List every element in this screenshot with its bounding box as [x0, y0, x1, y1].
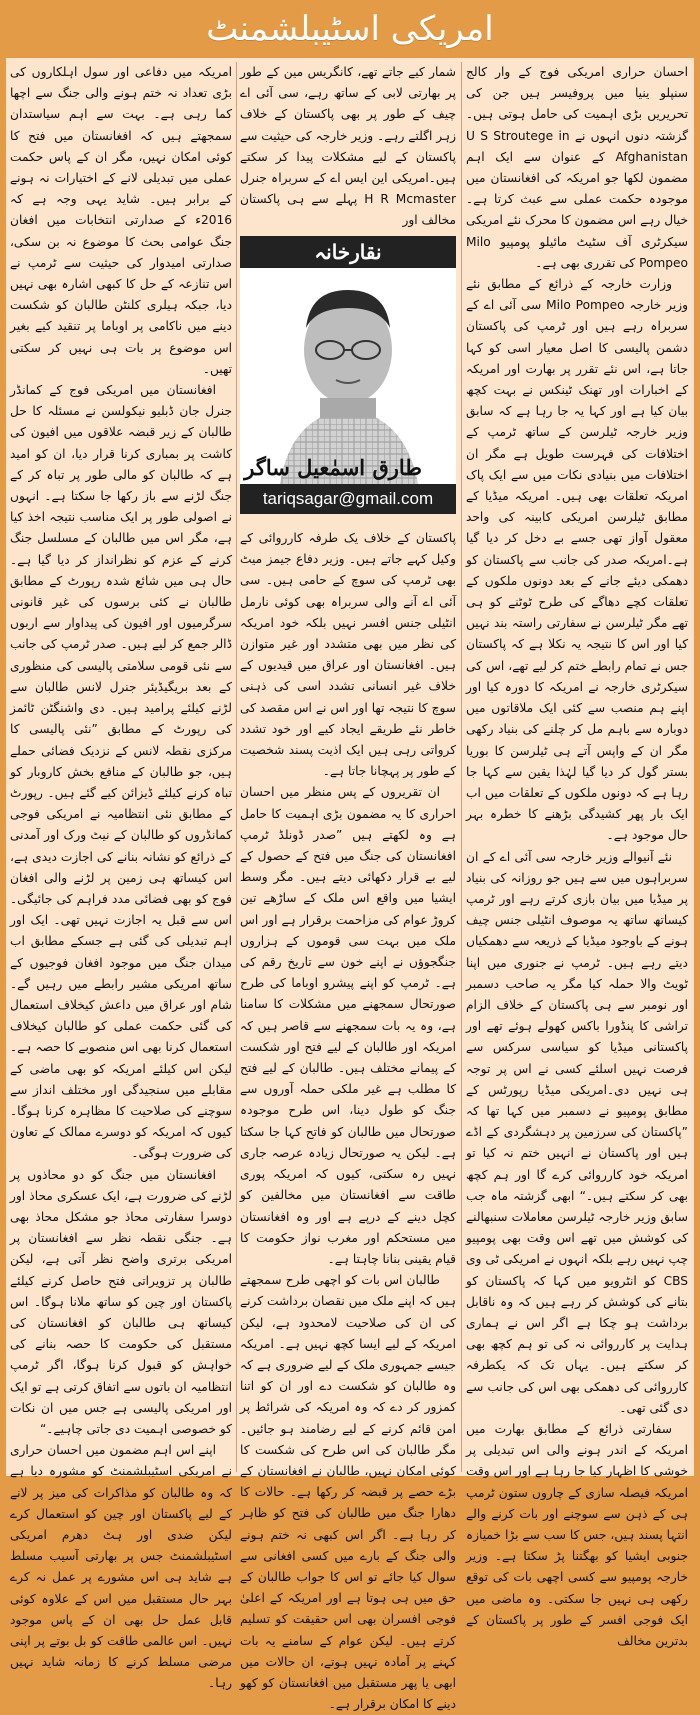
paragraph: ان تقریروں کے پس منظر میں احسان احراری کا یہ مضمون بڑی اہمیت کا حامل ہے وہ لکھتے ہیں ”صدر ڈونلڈ ٹرمپ افغانستان کی جنگ میں فتح کے حصول کے لیے بے قرار دکھائی دیتے ہیں۔ مگر وسط ایشیا میں واقع اس ملک کے ساڑھے تین کروڑ عوام کی مزاحمت برقرار ہے اور اس ملک میں بہت سی قوموں کے ہزاروں جنگجوؤں نے اپنے خون سے تاریخ رقم کی ہے۔ ٹرمپ کو اپنے پیشرو اوباما کی طرح صورتحال سمجھنے میں مشکلات کا سامنا ہے، وہ یہ بات سمجھنے سے قاصر ہیں کہ امریکہ اور طالبان کے لیے فتح اور شکست کے پیمانے مختلف ہیں۔ طالبان کے لیے فتح کا مطلب ہے غیر ملکی حملہ آوروں سے جنگ کو طول دینا، اس طرح موجودہ صورتحال میں طالبان کو فاتح کہا جا سکتا ہے۔ لیکن یہ صورتحال زیادہ عرصہ جاری نہیں رہ سکتی، کیوں کہ امریکہ پوری طاقت سے افغانستان میں مخالفین کو کچل دینے کے درپے ہے اور وہ افغانستان میں مستحکم اور مغرب نواز حکومت کا قیام یقینی بنانا چاہتا ہے۔ — [240, 785, 456, 1266]
author-photo — [240, 268, 456, 484]
paragraph: اپنے اس اہم مضمون میں احسان حراری نے امریکی اسٹیبلشمنٹ کو مشورہ دیا ہے کہ وہ طالبان کو مذاکرات کی میز پر لانے کے لیے پاکستان اور چین کو استعمال کرے لیکن ضدی اور ہٹ دھرم امریکی اسٹیبلشمنٹ جس پر بھارتی آسیب مسلط ہے شاید ہی اس مشورے پر عمل نہ کرے بہر حال مستقبل میں اس کے علاوہ کوئی قابل عمل حل بھی ان کے پاس موجود نہیں۔ اس عالمی طاقت کو بل بوتے پر اپنی مرضی مسلط کرنے کا زمانہ شاید نہیں رہا۔ — [10, 1443, 232, 1691]
article-column-right — [466, 62, 688, 1649]
article-column-middle-top — [240, 62, 456, 230]
paragraph: وزارت خارجہ کے ذرائع کے مطابق نئے وزیر خارجہ Milo Pompeo سی آئی اے کے سربراہ رہے ہیں اور ٹرمپ کی پاکستان دشمن پالیسی کا اصل معیار اسی کو کہا جاتا ہے، اس نئے تقرر پر بھارت اور امریکہ کے اخبارات اور تھنک ٹینکس نے بہت کچھ بیان کیا ہے اور کہا یہ جا رہا ہے کہ سابق وزیر خارجہ ٹیلرسن کے ساتھ ٹرمپ کے اختلافات کی فہرست طویل ہے مگر ان اختلافات میں بنیادی نکات میں سے ایک پاک امریکہ تعلقات بھی ہیں۔ امریکہ میڈیا کے مطابق ٹیلرسن امریکی کابینہ کی واحد معقول آواز تھی جسے بے دخل کر دیا گیا ہے۔امریکہ صدر کی جانب سے پاکستان کو دھمکی دیئے جانے کے بعد دونوں ملکوں کے تعلقات کچے دھاگے کی طرح ٹوٹنے کو ہی تھے مگر ٹیلرسن نے سفارتی راستہ بند نہیں کیا اور اس کا نتیجہ یہ نکلا ہے کہ پاکستان جس نے تمام رابطے ختم کر لیے تھے، اس کی سیکرٹری خارجہ نے امریکہ کا دورہ کیا اور اپنے ہم منصب سے کئی ایک ملاقاتوں میں دوبارہ سے باہم مل کر چلنے کی بنیاد رکھی مگر ان کے واپس آتے ہی ٹیلرسن کا بوریا بستر گول کر دیا گیا لہٰذا یقین سے کہا جا رہا ہے کہ دونوں ملکوں کے تعلقات میں اب ایک بار پھر کشیدگی بڑھنے کا خطرہ بہر حال موجود ہے۔ — [466, 277, 688, 843]
column-divider — [461, 62, 462, 1472]
column-header — [0, 0, 700, 58]
paragraph: سفارتی ذرائع کے مطابق بھارت میں امریکہ کے اندر ہونے والی اس تبدیلی پر خوشی کا اظہار کیا جا رہا ہے اور اس وقت امریکہ فیصلہ سازی کے چاروں ستون ٹرمپ ہی کے ذہن سے سوچنے اور بات کرنے والے انتہا پسند ہیں، جس کا سب سے بڑا خمیازہ جنوبی ایشیا کو بھگتنا پڑ سکتا ہے۔ وزیر خارجہ پومپیو سے کسی اچھی بات کی توقع رکھی ہی نہیں جا سکتی۔ وہ ماضی میں ایک فوجی افسر کے طور پر پاکستان کے بدترین مخالف — [466, 1422, 688, 1649]
paragraph: امریکہ میں دفاعی اور سول اہلکاروں کی بڑی تعداد نہ ختم ہونے والی جنگ سے اچھا کما رہی ہے۔ بہت سے اہم سیاستدان سمجھتے ہیں کہ افغانستان میں فتح کا کوئی امکان نہیں، مگر ان کے پاس حکمت عملی میں تبدیلی لانے کے اختیارات نہ ہونے کے برابر ہیں۔ شاید یہی وجہ ہے کہ 2016ء کے صدارتی انتخابات میں افغان جنگ عوامی بحث کا موضوع نہ بن سکی، صدارتی امیدوار کی حیثیت سے ٹرمپ نے اس تنازعہ کے حل کا کبھی اشارہ بھی نہیں دیا، جبکہ ہیلری کلنٹن طالبان کو شکست دینے میں ناکامی پر اوباما پر تنقید کیے بغیر اس موضوع پر بات ہی نہیں کر سکتی تھیں۔ — [10, 65, 232, 376]
column-divider — [236, 62, 237, 1472]
author-email[interactable]: tariqsagar@gmail.com — [240, 484, 456, 514]
column-name-label: نقارخانہ — [240, 236, 456, 268]
paragraph: طالبان اس بات کو اچھی طرح سمجھتے ہیں کہ اپنے ملک میں نقصان برداشت کرنے کی ان کی صلاحیت لامحدود ہے، لیکن امریکہ کے لیے ایسا کچھ نہیں ہے۔ امریکہ جیسے جمہوری ملک کے لیے ضروری ہے کہ وہ طالبان کو شکست دے اور ان کو اتنا کمزور کر دے کہ وہ امریکہ کی شرائط پر امن قائم کرنے کے لیے رضامند ہو جائیں۔ مگر طالبان کی اس طرح کی شکست کا کوئی امکان نہیں، طالبان نے افغانستان کے بڑے حصے پر قبضہ کر رکھا ہے۔ حالات کا دھارا جنگ میں طالبان کی فتح کو ظاہر کر رہا ہے۔ اگر اس کبھی نہ ختم ہونے والی جنگ کے بارے میں کسی افغانی سے سوال کیا جائے تو اس کا جواب طالبان کے حق میں ہی ہوتا ہے اور امریکہ کے اعلیٰ فوجی افسران بھی اس حقیقت کو تسلیم کرتے ہیں۔ لیکن عوام کے سامنے یہ بات کہنے پر آمادہ نہیں ہوتے، ان حالات میں ابھی یا پھر مستقبل میں افغانستان کو کھو دینے کا امکان برقرار ہے۔ — [240, 1273, 456, 1712]
author-portrait-icon — [240, 268, 456, 484]
article-column-middle-bottom — [240, 528, 456, 1712]
paragraph: نئے آنیوالے وزیر خارجہ سی آئی اے کے ان سربراہوں میں سے ہیں جو روزانہ کی بنیاد پر میڈیا میں بیان بازی کرتے رہے اور ٹرمپ کیساتھ ساتھ یہ موصوف انٹیلی جنس چیف ہونے کے باوجود میڈیا کے ذریعہ سے دھمکیاں دیتے رہے ہیں۔ ٹرمپ نے جنوری میں اپنا ٹویٹ والا حملہ کیا مگر یہ صاحب دسمبر اور نومبر سے ہی پاکستان کے خلاف الزام تراشی کا پنڈورا باکس کھولے ہوئے تھے اور پاکستانی میڈیا کو سیاسی سرکس سے فرصت نہیں اسلئے کسی نے اس پر توجہ ہی نہیں دی۔امریکی میڈیا رپورٹس کے مطابق پومپیو نے دسمبر میں کہا تھا کہ ”پاکستان کی سرزمین پر دہشگردی کے اڈے ہیں اور پاکستان نے انہیں ختم نہ کیا تو امریکہ خود کارروائی کرے گا اور ہم کچھ بھی کر سکتے ہیں۔“ ابھی گزشتہ ماہ جب سابق وزیر خارجہ ٹیلرسن معاملات سنبھالنے کی کوشش میں تھے اس وقت بھی پومپیو چپ نہیں رہے بلکہ انہوں نے امریکی ٹی وی CBS کو انٹرویو میں کہا کہ پاکستان کو بتانے کی کوشش کر رہے ہیں کہ وہ ناقابل برداشت ہو چکا ہے اگر اس نے ہماری ہدایت پر کارروائی نہ کی تو ہم کچھ بھی کر سکتے ہیں۔ یہاں تک کہ یکطرفہ کارروائی کی دھمکی بھی اس کی جانب سے دی گئی تھی۔ — [466, 849, 688, 1415]
paragraph: افغانستان میں امریکی فوج کے کمانڈر جنرل جان ڈبلیو نیکولسن نے مسئلہ کا حل طالبان کے زیر قبضہ علاقوں میں افیون کی کاشت پر بمباری کرنا قرار دیا، ان کو امید ہے کہ طالبان کو مالی طور پر تباہ کر کے جنگ لڑنے سے باز رکھا جا سکتا ہے۔ انہوں نے اصولی طور پر ایک مناسب نتیجہ اخذ کیا ہے، مگر اس میں طالبان کے مسلسل جنگ کرنے کے عزم کو نظرانداز کر دیا گیا ہے۔ حال ہی میں شائع شدہ رپورٹ کے مطابق طالبان نے کئی برسوں کی غیر قانونی سرگرمیوں اور افیون کی پیداوار سے اربوں ڈالر جمع کر لیے ہیں۔ صدر ٹرمپ کی جانب سے نئی قومی سلامتی پالیسی کی منظوری کے بعد بریگیڈیئر جنرل لانس طالبان سے لڑنے کیلئے پرامید ہیں۔ دی واشنگٹن ٹائمز کی رپورٹ کے مطابق ”نئی پالیسی کا مرکزی نقطہ لانس کے نزدیک فضائی حملے ہیں، جو طالبان کے منافع بخش کاروبار کو تباہ کرنے کیلئے ڈیزائن کیے گئے ہیں۔ رپورٹ کے مطابق نئی انتظامیہ نے امریکی فوجی کمانڈروں کو طالبان کے نیٹ ورک اور آمدنی کے ذرائع کو نشانہ بنانے کی اجازت دیدی ہے، اس کیساتھ ہی زمین پر لڑنے والی افغان فوج کو بھی فضائی مدد فراہم کی جائیگی۔ اس سے قبل یہ اجازت نہیں تھی۔ ایک اور اہم تبدیلی کی گئی ہے جسکے مطابق اب میدان جنگ میں موجود افغان فوجیوں کے ساتھ امریکی مشیر رابطے میں رہیں گے۔ شام اور عراق میں داعش کیخلاف استعمال کی گئی حکمت عملی کو طالبان کیخلاف استعمال کرنا بھی اس منصوبے کا حصہ ہے۔ لیکن اس کیلئے امریکہ کو بھی ماضی کے مقابلے میں سنجیدگی اور مختلف انداز سے سوچنے کی صلاحیت کا مظاہرہ کرنا ہوگا۔ کیوں کہ امریکہ کو دوسرے ممالک کے تعاون کی ضرورت ہوگی۔ — [10, 383, 232, 1161]
author-name: طارق اسمٰعیل ساگر — [244, 455, 422, 480]
paragraph: احسان حراری امریکی فوج کے وار کالج سنپلو ینیا میں پروفیسر ہیں جن کی تحریریں بڑی اہمیت کی حامل ہوتی ہیں۔ گزشتہ دنوں انہوں نے U S Stroutege in Afghanistan کے عنوان سے ایک اہم مضمون لکھا جو امریکہ کی افغانستان میں موجودہ حکمت عملی سے عبث کرتا ہے۔خیال رہے اس مضمون کا محرک نئے امریکی سیکرٹری آف سٹیٹ مائیلو پومپیو Milo Pompeo کی تقرری بھی ہے۔ — [466, 65, 688, 270]
paragraph: افغانستان میں جنگ کو دو محاذوں پر لڑنے کی ضرورت ہے، ایک عسکری محاذ اور دوسرا سفارتی محاذ جو مشکل محاذ بھی ہے۔ جنگی نقطہ نظر سے افغانستان پر امریکی برتری واضح نظر آتی ہے، لیکن طالبان پر تزویراتی فتح حاصل کرنے کیلئے پاکستان اور چین کو ساتھ ملانا ہوگا۔ اس کیساتھ ہی طالبان کو افغانستان کی مستقبل کی حکومت کا حصہ بنانے کی خواہش کو قبول کرنا ہوگا، اگر ٹرمپ انتظامیہ ان باتوں سے اتفاق کرتی ہے تو ایک اور امریکی پالیسی ہے جس میں ان نکات کو خصوصی اہمیت دی جاتی چاہیے۔“ — [10, 1167, 232, 1436]
author-box — [240, 236, 456, 524]
paragraph: پاکستان کے خلاف یک طرفہ کارروائی کے وکیل کہے جاتے ہیں۔ وزیر دفاع جیمز میٹ بھی ٹرمپ کی سوچ کے حامی ہیں۔ سی آئی اے آنے والی سربراہ بھی کوئی نارمل انٹیلی جنس افسر نہیں بلکہ خود امریکہ کی نظر میں بھی متشدد اور غیر متوازن ہیں۔ افغانستان اور عراق میں قیدیوں کے خلاف غیر انسانی تشدد اسی کی ذہنی سوچ کا نتیجہ تھا اور اس نے اس مقصد کی خاطر نئے طریقے ایجاد کیے اور خود تشدد کرواتی رہی ہیں ایک اذیت پسند شخصیت کے طور پر پہچانا جاتا ہے۔ — [240, 531, 456, 779]
article-body — [6, 58, 694, 1712]
column-title: امریکی اسٹیبلشمنٹ — [206, 9, 494, 49]
paragraph: شمار کیے جاتے تھے، کانگریس مین کے طور پر بھارتی لابی کے ساتھ رہے، سی آئی اے چیف کے طور پر بھی پاکستان کے خلاف زہر اگلتے رہے۔ وزیر خارجہ کی حیثیت سے پاکستان کے لیے مشکلات پیدا کر سکتے ہیں۔امریکی این ایس اے کے سربراہ جنرل H R Mcmaster پہلے سے ہی پاکستان مخالف اور — [240, 65, 457, 228]
article-column-left — [10, 62, 232, 1691]
